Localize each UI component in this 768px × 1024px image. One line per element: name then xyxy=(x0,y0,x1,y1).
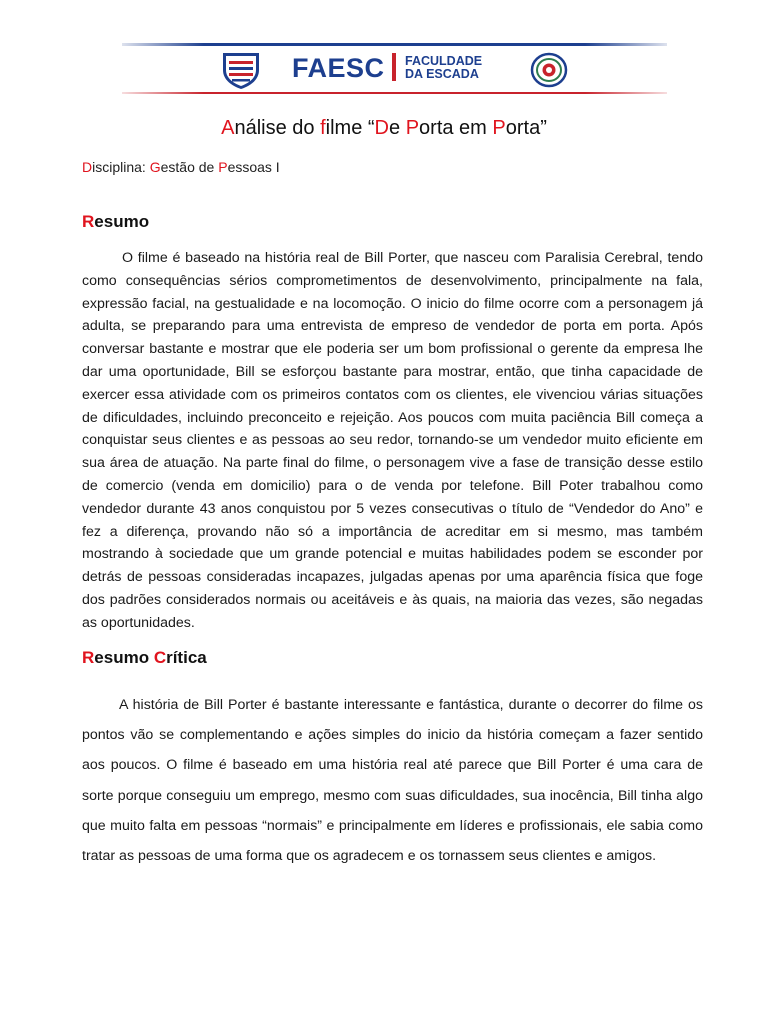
heading-text: esumo xyxy=(94,648,154,667)
discipline-text: estão de xyxy=(160,159,219,175)
title-text: orta” xyxy=(505,117,547,139)
title-initial: D xyxy=(374,117,389,139)
faesc-shield-logo-icon xyxy=(220,50,262,90)
brand-name: FAESC xyxy=(292,53,385,83)
heading-initial: R xyxy=(82,212,95,231)
header-rule-top xyxy=(122,43,667,46)
discipline-line xyxy=(82,159,280,175)
discipline-text: isciplina: xyxy=(92,159,150,175)
discipline-text: essoas I xyxy=(227,159,280,175)
heading-text: rítica xyxy=(166,648,207,667)
critique-paragraph: A história de Bill Porter é bastante interessante e fantástica, durante o decorrer do filme os pontos vão se complementando e ações simples do inicio da história começam a fazer sentido aos poucos. O filme é baseado em uma história real até parece que Bill Porter é uma cara de sorte porque conseguiu um emprego, mesmo com suas dificuldades, sua inocência, Bill tinha algo que muito falta em pessoas “normais” e principalmente em líderes e profissionais, ele sabia como tratar as pessoas de uma forma que os agradecem e os tornassem seus clientes e amigos. xyxy=(82,697,703,865)
discipline-initial: G xyxy=(149,159,161,175)
summary-paragraph: O filme é baseado na história real de Bill Porter, que nasceu com Paralisia Cerebral, tendo como consequências sérios comprometimentos de desenvolvimento, principalmente na fala, expressão facial, na gestualidade e na locomoção. O inicio do filme ocorre com a personagem já adulta, se preparando para uma entrevista de empreso de vendedor de porta em porta. Após conversar bastante e mostrar que ele poderia ser um bom profissional o gerente da empresa lhe dar uma oportunidade, Bill se esforçou bastante para mostrar, então, que tinha capacidade de exercer essa atividade com os primeiros contatos com os clientes, ele vivenciou várias situações de dificuldades, incluindo preconceito e rejeição. Aos poucos com muita paciência Bill começa a conquistar seus clientes e as pessoas ao seu redor, tornando-se um vendedor muito eficiente em sua área de atuação. Na parte final do filme, o personagem vive a fase de transição desse estilo de comercio (venda em domicilio) para o de venda por telefone. Bill Poter trabalhou como vendedor durante 43 anos conquistou por 5 vezes consecutivas o título de “Vendedor do Ano” e fez a diferença, provando não só a importância de acreditar em si mesmo, mas também mostrando à sociedade que um grande potencial e muitas habilidades podem se esconder por detrás de pessoas consideradas incapazes, julgadas apenas por uma aparência física que foge dos padrões considerados normais ou aceitáveis e às quais, na maioria das vezes, são negadas as oportunidades. xyxy=(82,250,703,631)
section-heading-resumo xyxy=(82,212,149,232)
section-heading-resumo-critica xyxy=(82,648,207,668)
brand-subtitle-line-2: DA ESCADA xyxy=(405,67,479,81)
institution-seal-icon xyxy=(530,52,568,88)
document-title xyxy=(0,117,768,140)
brand-subtitle xyxy=(405,55,482,81)
title-text: e xyxy=(389,117,406,139)
title-text: orta em xyxy=(419,117,493,139)
discipline-initial: D xyxy=(82,159,93,175)
title-initial: A xyxy=(221,117,235,139)
heading-initial: C xyxy=(153,648,167,667)
document-header xyxy=(122,40,667,98)
title-text: nálise do xyxy=(234,117,321,139)
title-initial: P xyxy=(492,117,506,139)
title-initial: P xyxy=(405,117,420,139)
brand-separator xyxy=(392,53,396,81)
brand-subtitle-line-1: FACULDADE xyxy=(405,54,483,68)
header-rule-bottom xyxy=(122,92,667,94)
title-initial: f xyxy=(320,117,326,139)
discipline-initial: P xyxy=(218,159,228,175)
heading-initial: R xyxy=(82,648,95,667)
title-text: ilme “ xyxy=(325,117,375,139)
heading-text: esumo xyxy=(94,212,150,231)
